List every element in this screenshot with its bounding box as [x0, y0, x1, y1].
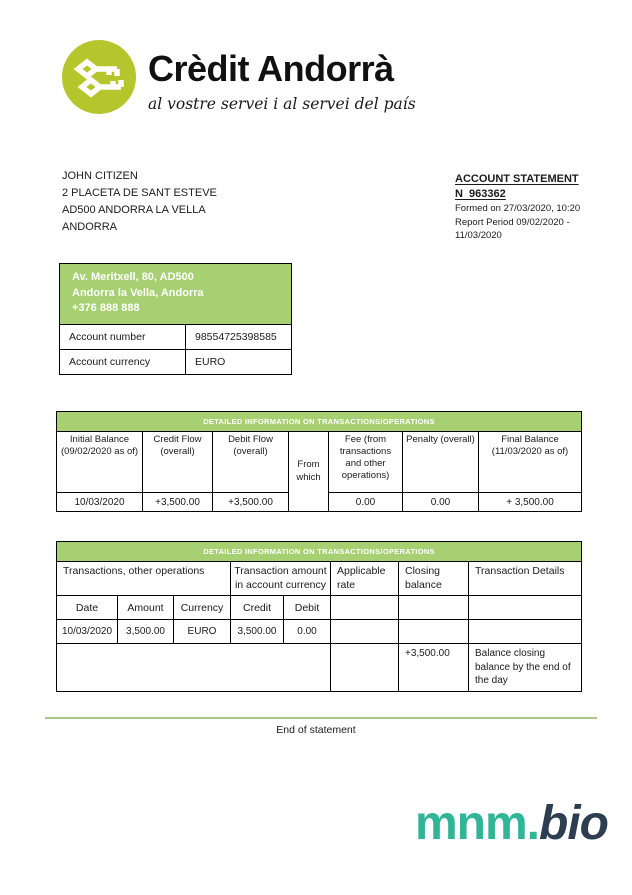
statement-report-period-line2: 11/03/2020	[455, 230, 502, 241]
group-transaction-amount: Transaction amount in account currency	[231, 562, 331, 596]
mnm-bio-logo	[415, 798, 608, 851]
brand-text	[148, 40, 416, 113]
transactions-detail-table	[56, 541, 582, 692]
cell-closing-balance: +3,500.00	[399, 644, 469, 692]
bank-phone: +376 888 888	[72, 302, 140, 314]
bank-address-line: Av. Meritxell, 80, AD500	[72, 271, 194, 283]
mnm-bio-logo-prefix: mnm.	[415, 797, 540, 850]
empty-cell	[57, 644, 331, 692]
account-currency-label: Account currency	[60, 349, 186, 374]
cell-fee: 0.00	[329, 493, 403, 512]
credit-andorra-keys-icon	[62, 40, 136, 114]
bank-info-block	[59, 263, 292, 375]
bank-address-box	[59, 263, 292, 325]
cell-penalty: 0.00	[403, 493, 479, 512]
empty-cell	[399, 596, 469, 620]
end-of-statement-label: End of statement	[276, 724, 356, 736]
col-date: Date	[57, 596, 118, 620]
col-debit-flow: Debit Flow (overall)	[213, 432, 289, 493]
recipient-name: JOHN CITIZEN	[62, 170, 138, 182]
table-title-row	[57, 542, 582, 562]
col-final-balance: Final Balance (11/03/2020 as of)	[479, 432, 582, 493]
cell-currency: EURO	[174, 620, 231, 644]
cell-final-balance: + 3,500.00	[479, 493, 582, 512]
account-number-label: Account number	[60, 324, 186, 349]
table-row	[60, 324, 292, 349]
cell-debit-flow: +3,500.00	[213, 493, 289, 512]
recipient-city: AD500 ANDORRA LA VELLA	[62, 204, 206, 216]
mnm-bio-logo-suffix: bio	[539, 797, 608, 850]
empty-cell	[469, 620, 582, 644]
brand-tagline: al vostre servei i al servei del país	[148, 94, 416, 113]
col-credit-flow: Credit Flow (overall)	[143, 432, 213, 493]
statement-title: ACCOUNT STATEMENT	[455, 173, 579, 185]
group-applicable-rate: Applicable rate	[331, 562, 399, 596]
empty-cell	[469, 596, 582, 620]
col-penalty: Penalty (overall)	[403, 432, 479, 493]
table-group-header-row	[57, 562, 582, 596]
col-from-which: From which	[289, 432, 329, 512]
col-debit: Debit	[284, 596, 331, 620]
cell-balance-details: Balance closing balance by the end of the day	[469, 644, 582, 692]
table-footer-row	[57, 644, 582, 692]
empty-cell	[331, 644, 399, 692]
balances-summary-table	[56, 411, 582, 512]
table-header-row	[57, 432, 582, 493]
empty-cell	[331, 620, 399, 644]
table-title-row	[57, 412, 582, 432]
end-divider	[45, 717, 597, 719]
cell-credit-flow: +3,500.00	[143, 493, 213, 512]
recipient-address	[62, 168, 217, 236]
account-info-table	[59, 324, 292, 375]
col-fee: Fee (from transactions and other operations)	[329, 432, 403, 493]
table-row	[57, 620, 582, 644]
table-subheader-row	[57, 596, 582, 620]
account-currency-value: EURO	[186, 349, 292, 374]
brand-name: Crèdit Andorrà	[148, 48, 394, 89]
empty-cell	[399, 620, 469, 644]
group-transaction-details: Transaction Details	[469, 562, 582, 596]
table-row	[60, 349, 292, 374]
cell-date: 10/03/2020	[57, 620, 118, 644]
bank-address-line: Andorra la Vella, Andorra	[72, 286, 204, 299]
group-closing-balance: Closing balance	[399, 562, 469, 596]
empty-cell	[331, 596, 399, 620]
recipient-street: 2 PLACETA DE SANT ESTEVE	[62, 187, 217, 199]
statement-formed-date: Formed on 27/03/2020, 10:20	[455, 203, 581, 214]
col-initial-balance: Initial Balance (09/02/2020 as of)	[57, 432, 143, 493]
table-title: DETAILED INFORMATION ON TRANSACTIONS/OPERATIONS	[57, 542, 582, 562]
recipient-country: ANDORRA	[62, 221, 118, 233]
col-currency: Currency	[174, 596, 231, 620]
statement-meta	[455, 172, 585, 243]
brand-header	[62, 40, 416, 114]
table-title: DETAILED INFORMATION ON TRANSACTIONS/OPERATIONS	[57, 412, 582, 432]
cell-amount: 3,500.00	[118, 620, 174, 644]
cell-date: 10/03/2020	[57, 493, 143, 512]
group-transactions: Transactions, other operations	[57, 562, 231, 596]
statement-number: N 963362	[455, 188, 506, 200]
col-amount: Amount	[118, 596, 174, 620]
col-credit: Credit	[231, 596, 284, 620]
cell-debit: 0.00	[284, 620, 331, 644]
cell-credit: 3,500.00	[231, 620, 284, 644]
account-number-value: 98554725398585	[186, 324, 292, 349]
statement-report-period-line1: Report Period 09/02/2020 -	[455, 216, 570, 228]
